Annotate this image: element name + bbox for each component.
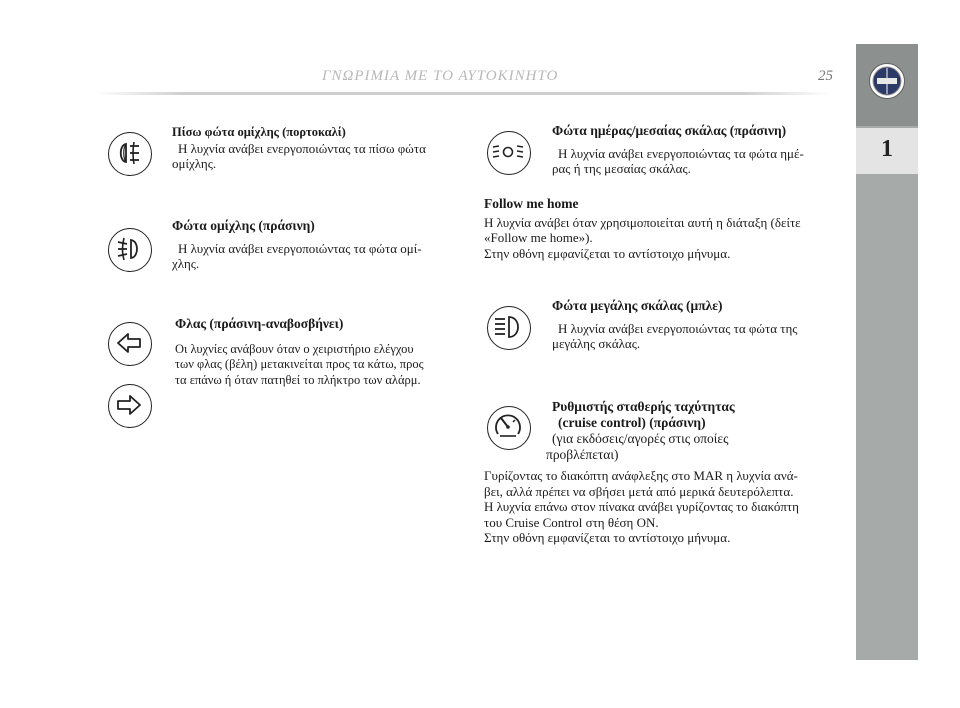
indicators-line3: τα επάνω ή όταν πατηθεί το πλήκτρο των αλάρμ. [175, 372, 421, 387]
header-divider [95, 92, 831, 95]
chapter-number: 1 [881, 136, 893, 162]
cruise-body-line3: Η λυχνία επάνω στον πίνακα ανάβει γυρίζοντας το διακόπτη [484, 499, 799, 514]
cruise-body-line1: Γυρίζοντας το διακόπτη ανάφλεξης στο MAR η λυχνία ανά- [484, 468, 798, 483]
turn-left-arrow-icon [108, 322, 152, 366]
dipped-beam-line2: ρας ή της μεσαίας σκάλας. [552, 161, 691, 176]
front-fog-line1: Η λυχνία ανάβει ενεργοποιώντας τα φώτα ομί- [178, 240, 422, 256]
follow-me-line3: Στην οθόνη εμφανίζεται το αντίστοιχο μήνυμα. [484, 245, 731, 261]
dipped-beam-icon [487, 131, 531, 175]
dipped-beam-line1: Η λυχνία ανάβει ενεργοποιώντας τα φώτα ημέ- [558, 145, 804, 161]
dipped-beam-section [552, 123, 840, 177]
front-fog-light-icon [108, 228, 152, 272]
rear-fog-section [172, 125, 460, 172]
indicators-line1: Οι λυχνίες ανάβουν όταν ο χειριστήριο ελέγχου [175, 341, 414, 356]
cruise-title-line2: (cruise control) (πράσινη) [558, 415, 706, 430]
main-beam-section [552, 298, 840, 352]
lancia-logo-icon [869, 63, 905, 99]
page-number: 25 [818, 68, 833, 84]
follow-me-line1: Η λυχνία ανάβει όταν χρησιμοποιείται αυτή η διάταξη (δείτε [484, 214, 801, 230]
main-beam-line2: μεγάλης σκάλας. [552, 336, 641, 351]
rear-fog-line1: Η λυχνία ανάβει ενεργοποιώντας τα πίσω φώτα [178, 140, 426, 156]
indicators-title: Φλας (πράσινη-αναβοσβήνει) [175, 316, 344, 331]
page-header-title: ΓΝΩΡΙΜΙΑ ΜΕ ΤΟ ΑΥΤΟΚΙΝΗΤΟ [322, 68, 559, 84]
indicators-section [175, 316, 463, 388]
cruise-title-line1: Ρυθμιστής σταθερής ταχύτητας [552, 399, 735, 414]
cruise-control-body [484, 468, 840, 546]
cruise-body-line4: του Cruise Control στη θέση ON. [484, 514, 659, 530]
follow-me-line2: «Follow me home»). [484, 230, 593, 245]
dipped-beam-title: Φώτα ημέρας/μεσαίας σκάλας (πράσινη) [552, 123, 787, 138]
cruise-subtitle-line2: προβλέπεται) [546, 447, 619, 462]
chapter-sidebar [856, 44, 918, 660]
cruise-control-heading-section [546, 399, 840, 463]
follow-me-section [484, 196, 840, 261]
rear-fog-line2: ομίχλης. [172, 156, 217, 171]
chapter-tab[interactable] [856, 128, 918, 174]
main-beam-title: Φώτα μεγάλης σκάλας (μπλε) [552, 298, 723, 313]
front-fog-line2: χλης. [172, 256, 200, 271]
main-beam-line1: Η λυχνία ανάβει ενεργοποιώντας τα φώτα της [558, 320, 798, 336]
indicators-line2: των φλας (βέλη) μετακινείται προς τα κάτω, προς [175, 357, 424, 371]
cruise-subtitle-line1: (για εκδόσεις/αγορές στις οποίες [552, 431, 729, 446]
cruise-body-line5: Στην οθόνη εμφανίζεται το αντίστοιχο μήνυμα. [484, 530, 731, 545]
cruise-body-line2: βει, αλλά πρέπει να σβήσει μετά από μερικά δευτερόλεπτα. [484, 483, 794, 499]
sidebar-logo-area [856, 44, 918, 126]
rear-fog-light-icon [108, 132, 152, 176]
front-fog-title: Φώτα ομίχλης (πράσινη) [172, 218, 315, 233]
turn-right-arrow-icon [108, 384, 152, 428]
rear-fog-title: Πίσω φώτα ομίχλης (πορτοκαλί) [172, 125, 346, 139]
cruise-control-icon [487, 406, 531, 450]
front-fog-section [172, 218, 460, 272]
main-beam-icon [487, 306, 531, 350]
follow-me-title: Follow me home [484, 196, 579, 211]
